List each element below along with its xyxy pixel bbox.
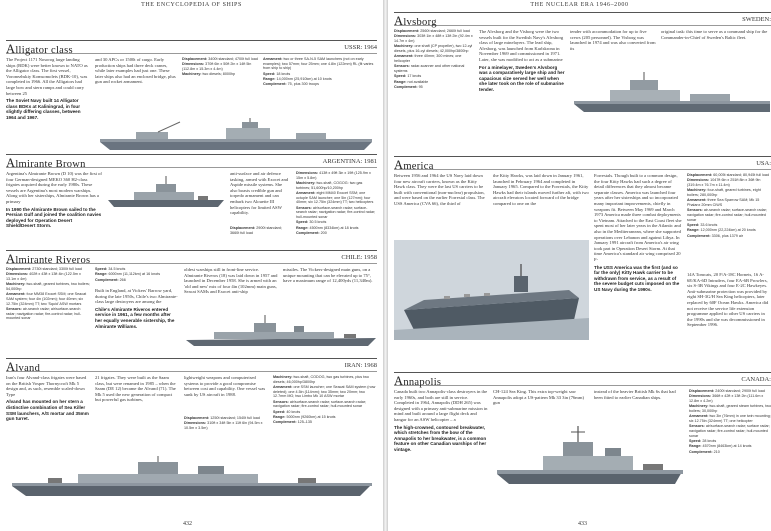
spec-row [95,267,179,272]
spec-key: Range: [263,77,276,81]
spec-key: Sensors: [273,399,289,404]
article-column [479,29,565,154]
spec-row [394,54,474,63]
spec-row [296,220,377,225]
spec-value: 303ft 1in x 48ft x 13ft 2in (92.4m x 14.7m x 4m) [394,34,473,43]
spec-key: Displacement: [687,173,713,177]
spec-value: 40 knots [286,409,301,414]
spec-value: eight MM40 Exocet SSM; one octuple SAM launcher; one 5in (127mm); four 40mm; six 12.75in (324mm) TT; two helicopters [296,191,374,205]
section-title: Alvand [6,360,41,374]
spec-value: 28 knots [702,439,717,443]
spec-row [689,444,771,449]
specs-block [184,416,268,438]
running-title: THE NUCLEAR ERA 1946–2000 [530,2,629,8]
spec-row [689,394,771,403]
spec-key: Complement: [689,449,713,454]
spec-key: Dimensions: [689,394,712,399]
spec-key: Complement: [687,233,711,238]
spec-value: 4570nm (8463km) at 14 knots [702,444,752,449]
spec-row [184,421,268,430]
section-title: Almirante Riveros [6,252,91,266]
spec-key: Complement: [263,82,287,87]
spec-row [273,415,377,420]
spec-value: 6000nm (11,112km) at 16 knots [108,272,161,277]
spec-row [394,80,474,85]
section-header [6,40,377,54]
article-text: and 30 APCs or 1500t of cargo. Early production ships had three deck cranes, while later examples had just one. These later ships also had an enclosed bridge, plus gun and rocket armament. [95,57,176,85]
ship-illustration-minelayer [570,72,770,122]
ship-illustration-landing-ship [96,118,376,154]
spec-value: air-search radar; surface-search radar; navigation radar; fire-control radar; hull-mounted sonar [687,208,767,222]
article-text: lightweight weapons and computerised systems to provide a good compromise between cost and capability. One vessel was sunk by US aircraft in 1988. [184,375,266,397]
ship-illustration-frigate [106,174,226,214]
spec-row [689,389,771,394]
article-text: Iran's four Alvand-class frigates were based on the British Vosper Thornycroft Mk 5 design and, as such, resemble scaled-down Type [6,375,87,397]
spec-key: Dimensions: [184,421,207,426]
spec-key: Speed: [95,267,108,271]
spec-key: Machinery: [273,375,293,379]
spec-key: Complement: [95,277,119,282]
specs-block [689,389,771,517]
article-column [394,389,488,499]
spec-value: 75, plus 300 troops [287,82,319,87]
spec-value: 95 [418,84,423,89]
spec-row [689,450,771,455]
spec-key: Speed: [273,409,286,414]
spec-key: Range: [273,415,286,419]
spec-value: four-shaft, geared turbines, eight boilers; 280,000hp [687,188,761,197]
article-column [687,272,771,368]
spec-value: 17 knots [407,74,422,79]
spec-value: not available [407,79,429,84]
spec-key: Displacement: [6,267,32,271]
spec-key: Speed: [687,223,700,227]
article-text: CH-124 Sea King. This extra top-weight saw Annapolis adopt a US-pattern Mk 33 3in (76mm) gun [493,389,584,406]
article-column [95,288,179,348]
section-country: USA: [756,160,771,167]
spec-row [230,226,290,235]
spec-row [6,282,90,291]
spec-row [263,57,377,71]
spec-key: Range: [689,444,702,449]
spec-key: Armament: [6,292,26,297]
spec-row [184,416,268,421]
spec-key: Range: [687,228,700,233]
article-column [594,173,682,369]
section-title: Annapolis [394,374,442,388]
spec-row [689,424,771,438]
spec-value: air/surface-search radar; surface-search radar; navigation radar; fire-control radar; hull-mounted sonar [273,399,367,409]
spec-key: Armament: [394,54,414,59]
article-column [661,29,771,65]
running-title: THE ENCYCLOPEDIA OF SHIPS [141,2,242,8]
spec-value: four MM38 Exocet SSM; one Seacat SAM system; four 4in (102mm); four 40mm; six 12.75in (324mm) TT; two 'Squid' ASW mortars [6,292,87,306]
spec-value: two-shaft, geared steam turbines, two boilers; 30,000hp [689,404,771,413]
spec-value: 413ft x 49ft 3in x 19ft (125.9m x 15m x 5.8m) [296,171,371,180]
spec-value: air/surface-search radar; surface-search radar; navigation radar; fire-control radar; hull-mounted sonar [296,205,376,220]
section-country: CANADA: [741,376,771,383]
specs-block [6,267,90,323]
spec-value: two-shaft, COGOG: two gas turbines; 51,600hp/10,200hp [296,181,363,190]
spec-row [182,72,258,77]
specs-block [95,267,179,285]
spec-key: Machinery: [296,181,316,185]
spec-value: air/surface-search radar; surface radar; navigation radar; fire-control radar; hull-mounted sonar [689,424,770,438]
spec-row [687,223,771,228]
section-country: ARGENTINA: 1981 [322,158,377,165]
spec-value: 2900t standard; 3660t full load [230,226,282,235]
section-country: USSR: 1964 [344,44,377,51]
article-text: instead of the heavier British Mk 6s that had been fitted to earlier Canadian ships. [594,389,676,400]
spec-row [394,44,474,53]
article-highlight: Chile's Almirante Riveros entered service in 1961, a few months after her equally venerable sistership, the Almirante Williams. [95,306,175,329]
spec-row [394,64,474,73]
spec-row [263,82,377,87]
spec-key: Complement: [273,420,297,425]
spec-key: Speed: [296,220,309,225]
article-text: The Alvsborg and the Visborg were the two vessels built for the Swedish Navy's Alvsborg class of large minelayers. The lead ship, Alvsborg, was launched from Karlskrona in November 1969 and commissioned in 1971. Later, she was modified to act as a submarine [479,29,564,62]
spec-row [95,278,179,283]
specs-block [296,171,377,251]
article-column [95,375,179,431]
spec-value: radar-scanner and other national systems [394,64,465,73]
article-column [594,389,684,415]
left-page [0,0,383,531]
section-header [394,372,771,386]
article-highlight: The high-crowned, contoured breakwater, which stretches from the bow of the Annapolis to her breakwater, is a common feature on other Canadian warships of her vintage. [394,424,487,452]
spec-value: two or three SA-N-5 SAM launchers (not on early examples); two 57mm; four 25mm; one 4.8in (122mm) RL (fit varies from ship to ship) [263,57,374,71]
section-title: America [394,158,434,172]
article-column [493,173,589,235]
spec-row [263,77,377,82]
spec-key: Machinery: [6,282,26,287]
spec-row [394,34,474,43]
spec-value: 14,000nm (25,910km) at 10 knots [276,77,332,81]
spec-value: 18 knots [276,71,291,76]
article-text: The Project 1171 Nosorog large landing ships (BDK) were better known to NATO as the Alligator class. The first vessel, Voronezhskiy Komsomolets (BDK-10), was completed in 1966. All the Alligators had large bow and stern ramps and could carry between 25 [6,57,88,96]
spec-key: Machinery: [689,404,709,409]
section-alvsborg [394,12,771,152]
spec-value: two-shaft, CODOG, two gas turbines, plus two diesels; 46,000hp/3800hp [273,375,369,384]
spec-value: two diesels; 8000hp [202,72,236,77]
article-text: original task: this time to serve as a command ship for the Commander-in-Chief of Sweden's Baltic fleet. [661,29,768,40]
spec-row [273,375,377,384]
section-alvand [6,358,377,528]
specs-block [230,226,290,240]
article-text: Built in England, at Vickers' Barrow yard, during the late 1950s, Chile's two Almirante-class large destroyers are among the [95,288,178,305]
section-header [394,156,771,170]
spec-row [689,404,771,413]
spec-key: Range: [394,79,407,84]
spec-row [182,57,258,62]
spec-value: 402ft x 43ft x 13ft 4in (122.5m x 13.1m x 4m) [6,272,81,281]
article-highlight: The Soviet Navy built 14 Alligator class BDKs at Kaliningrad, in four slightly differing classes, between 1964 and 1967. [6,98,81,120]
spec-key: Displacement: [689,389,715,393]
spec-key: Complement: [394,84,418,89]
article-column [570,29,656,65]
spec-row [687,208,771,222]
spec-row [689,414,771,423]
article-text: Canada built two Annapolis-class destroyers in the early 1960s, and both are still in service. Completed in 1964, Annapolis (DDH 265) was designed with a primary anti-submarine mission in mind and built around a large flight deck and hangar for an ASW helicopter – a [394,389,488,422]
specs-block [182,57,258,107]
spec-row [394,74,474,79]
article-highlight: The USS America was the first (and so far the only) Kitty Hawk carrier to be withdrawn from service, as a result of the severe budget cuts imposed on the US Navy during the 1990s. [594,264,680,292]
spec-row [95,272,179,277]
spec-key: Armament: [263,57,283,61]
spec-key: Speed: [689,439,702,443]
spec-row [263,72,377,77]
spec-key: Sensors: [6,307,22,311]
ship-illustration-frigate-alvand [8,456,376,506]
section-header [6,154,377,168]
spec-row [687,173,771,178]
spec-row [296,206,377,220]
spec-value: 4500nm (8334km) at 18 knots [309,225,359,230]
spec-value: 370ft 6in x 50ft 2in x 14ft 5in (112.8m x 15.3m x 4.4m) [182,62,252,71]
spec-row [687,178,771,187]
spec-key: Range: [95,272,108,277]
spec-key: Displacement: [394,29,420,33]
section-country: CHILE: 1958 [341,254,377,261]
spec-key: Sensors: [687,208,703,213]
spec-value: 210 [713,449,720,454]
spec-key: Dimensions: [687,178,710,183]
spec-value: 12,000nm (22,224km) at 20 knots [700,228,756,233]
spec-row [687,188,771,197]
section-title: Almirante Brown [6,156,86,170]
spec-value: 2400t standard; 2900t full load [715,389,765,393]
spec-value: 125–135 [297,420,312,425]
article-text: tender with accommodation for up to five crews (205 personnel). The Visborg was launched in 1974 and was also converted from its [570,29,656,51]
spec-value: 200 [320,231,327,235]
section-country: SWEDEN: [742,16,771,23]
spec-key: Sensors: [689,424,705,429]
spec-value: 30.5 knots [309,220,327,225]
spec-value: 3306, plus 1379 air [711,233,743,238]
section-annapolis [394,372,771,528]
spec-value: 2730t standard; 3300t full load [32,267,82,271]
spec-key: Sensors: [296,205,312,210]
spec-key: Dimensions: [296,171,319,175]
spec-row [182,62,258,71]
article-text: the Kitty Hawks, was laid down in January 1961, launched in February 1964 and completed in January 1965. Compared to the Forrestals, the Kitty Hawks had their islands moved further aft, with two aircraft elevators located forward of the bridge compared to one on the [493,173,589,206]
spec-key: Speed: [263,71,276,76]
spec-row [394,85,474,90]
spec-row [687,234,771,239]
page-number: 433 [578,521,587,527]
specs-block [263,57,377,117]
spec-value: 266 [119,277,126,282]
article-column [6,171,102,251]
right-page [388,0,771,531]
spec-row [6,272,90,281]
section-country: IRAN: 1968 [344,362,377,369]
spec-row [296,191,377,205]
spec-key: Armament: [689,414,709,419]
spec-row [687,198,771,207]
spec-key: Displacement: [184,416,210,420]
article-column [6,57,90,157]
spec-row [6,267,90,272]
article-column [95,57,177,117]
spec-value: 33.6 knots [700,223,718,227]
spec-key: Range: [296,225,309,230]
section-america [394,156,771,370]
article-text: anti-surface and air defence tasking, armed with Exocet and Aspide missile systems. She also boasts credible gun and torpedo armament and can embark two Alouette III helicopters for limited ASW capability. [230,171,289,216]
article-column [6,375,90,435]
article-highlight: For a minelayer, Sweden's Alvsborg was a comparatively large ship and her capacious size served her well when she later took on the role of submarine tender. [479,64,565,92]
spec-value: 310ft x 34ft 5in x 11ft 6in (94.5m x 10.5m x 3.5m) [184,421,263,430]
spec-row [6,307,90,321]
spec-value: 3400t standard; 4700t full load [208,57,258,61]
spec-key: Machinery: [394,44,414,49]
spec-key: Dimensions: [182,62,205,67]
section-title: Alligator class [6,42,73,56]
article-highlight: In 1990 the Almirante Brown sailed to the Persian Gulf and joined the coalition navies deployed for Operation Desert Shield/Desert Storm. [6,206,102,229]
article-text: 14A Tomcats, 20 F/A-18C Hornets, 16 A-6E/KA-6D Intruders, four EA-6B Prowlers, six S-3B Vikings and four E-2C Hawkeyes. Anti-submarine protection was provided by eight SH-3G/H Sea King helicopters, later replaced by 60F Ocean Hawks. America did not receive the service life extension programme applied to other US carriers in the 1990s and she was decommissioned in September 1996. [687,272,769,328]
article-text: Between 1956 and 1964 the US Navy laid down four new aircraft carriers, known as the Kitty Hawk class. They were the last US carriers to be built with conventional (non-nuclear) propulsion, and were based on the earlier Forrestal class. The USS America (CVA 66), the third of [394,173,485,206]
spec-key: Complement: [296,231,320,235]
ship-illustration-destroyer [184,314,378,352]
section-header [6,358,377,372]
spec-value: 2560t standard; 2660t full load [420,29,470,33]
section-header [6,250,377,264]
spec-value: three Sea Sparrow SAM; Mk 15 Phalanx 20mm CIWS [687,198,760,207]
article-column [394,173,488,235]
spec-key: Armament: [296,191,316,195]
article-text: missiles. The Vickers-designed main guns, on a unique mounting that can be elevated up to 75°, have a maximum range of 12,400yds (11,340m). [283,267,373,284]
spec-row [394,29,474,34]
spec-value: 60,005t standard; 80,945t full load [713,173,770,177]
article-highlight: Alvand has mounted on her stern a distinctive combination of Sea Killer SSM launchers, A/S mortar and 35mm gun turret. [6,399,89,422]
spec-row [273,410,377,415]
spec-key: Machinery: [182,72,202,77]
section-almirante-brown [6,154,377,250]
spec-value: three 40mm; 300 mines; one helicopter [394,54,462,63]
article-text: 21 frigates. They were built as the Saam class, but were renamed in 1985 – when the Saam (DE 12) became the Alvand (71). The Mk 5 used the new generation of compact but powerful gas turbines, [95,375,176,403]
spec-row [296,226,377,231]
spec-value: one SSM launcher; one Seacat SAM system (now deleted); one 4.5in (114mm); two 35mm; two 20mm; two 12.7mm MG; two Limbo Mk 10 ASW mortar [273,385,376,399]
section-title: Alvsborg [394,14,437,28]
spec-key: Dimensions: [6,272,29,277]
page-number: 432 [183,521,192,527]
spec-key: Speed: [394,74,407,79]
spec-value: 5000nm (9260km) at 15 knots [286,415,336,419]
spec-value: one shaft (CP propeller), two 12-cyl diesels, plus 16-cyl diesels; 42,000hp/3800hp [394,44,473,53]
spec-key: Dimensions: [394,34,417,39]
spec-row [687,228,771,233]
spec-key: Displacement: [182,57,208,61]
spec-row [296,231,377,236]
specs-block [273,375,377,447]
spec-key: Sensors: [394,64,410,69]
specs-block [687,173,771,269]
section-header [394,12,771,26]
article-text: oldest warships still in front-line service. Almirante Riveros (18) was laid down in 1957 and launched in December 1958. She is armed with an 'old and new' mix of four 4in (102mm) main guns, Seacat SAMs and Exocet anti-ship [184,267,278,295]
spec-row [689,439,771,444]
spec-key: Machinery: [687,188,707,193]
article-text: Forrestals. Though built to a common design, the four Kitty Hawks had such a degree of detail differences that they almost became separate classes. America was launched four years after her sisterships and so incorporated many important improvements, chiefly in weapons fit. Between May 1969 and March 1973 America made three combat deployments to Vietnam. Attached to the East Coast fleet she spent most of her later years in the Atlantic and also in the Mediterranean, where she supported operations over Lebanon and against Libya. In January 1991 aircraft from America's air wing took part in Operation Desert Storm. At that time America's standard air wing comprised 20 F- [594,173,682,262]
spec-row [273,420,377,425]
article-text: Argentina's Almirante Brown (D 10) was the first of four German-designed MEKO 360 H2-class frigates acquired during the early 1980s. These vessels are Argentina's most modern warships. Along with her sisterships, Almirante Brown has a primary [6,171,102,204]
spec-key: Armament: [273,385,293,389]
spec-value: 34.5 knots [108,267,126,271]
spec-value: air-search radar; air/surface-search radar; navigation radar; fire-control radar; hull-mounted sonar [6,307,82,321]
spec-value: two 3in (76mm) in one twin mounting; six 12.75in (324mm) TT; one helicopter [689,414,771,423]
spec-key: Armament: [687,198,707,203]
spec-value: two-shaft, geared turbines, two boilers; 54,000hp [6,282,90,291]
spec-value: 366ft x 42ft x 13ft 2in (111.6m x 12.8m x 4.2m) [689,394,764,403]
article-column [184,375,268,413]
ship-illustration-aircraft-carrier [394,240,589,340]
spec-row [296,181,377,190]
spec-value: 1047ft 6in x 251ft 8in x 36ft 9in (319.4m x 76.7m x 11.4m) [687,178,761,187]
specs-block [394,29,474,139]
spec-row [273,400,377,409]
spec-row [296,171,377,180]
spec-row [273,385,377,399]
ship-illustration-destroyer-annapolis [493,418,685,508]
spec-key: Displacement: [230,226,256,230]
article-column [493,389,589,415]
spec-value: 1250t standard; 1540t full load [210,416,260,420]
spec-row [6,292,90,306]
